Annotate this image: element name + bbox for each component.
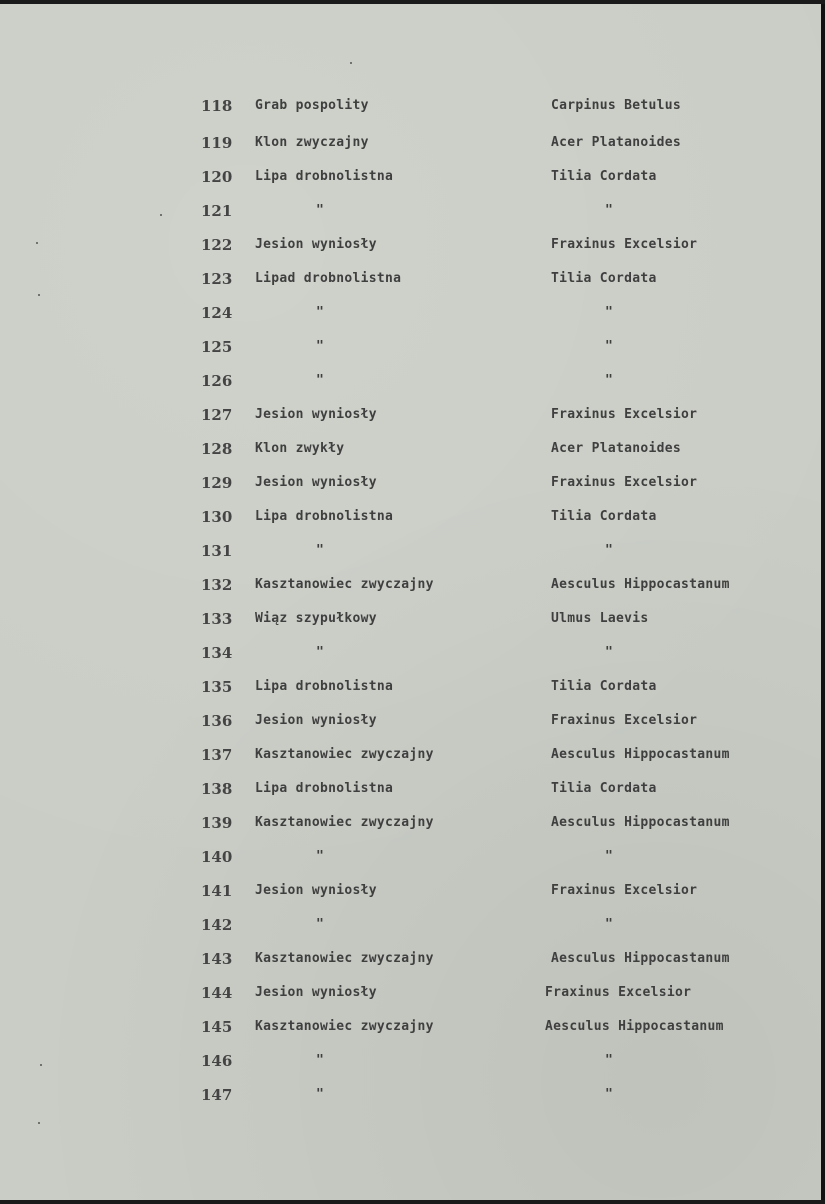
polish-name: Klon zwykły [255,441,345,456]
latin-name: Tilia Cordata [551,509,657,524]
polish-name: Lipad drobnolistna [255,271,402,286]
polish-name: " [316,645,325,660]
entry-number: 132 [201,576,233,594]
list-item [0,610,823,644]
polish-name: Kasztanowiec zwyczajny [255,815,434,830]
tree-list [0,97,823,1120]
entry-number: 123 [201,270,233,288]
latin-name: " [605,849,614,864]
entry-number: 120 [201,168,233,186]
entry-number: 121 [201,202,233,220]
list-item [0,406,823,440]
polish-name: Lipa drobnolistna [255,679,394,694]
scan-speck [350,62,352,64]
entry-number: 140 [201,848,233,866]
entry-number: 139 [201,814,233,832]
entry-number: 129 [201,474,233,492]
polish-name: Grab pospolity [255,98,369,113]
latin-name: " [605,305,614,320]
polish-name: Jesion wyniosły [255,237,377,252]
latin-name: Fraxinus Excelsior [545,985,692,1000]
entry-number: 137 [201,746,233,764]
latin-name: Tilia Cordata [551,679,657,694]
polish-name: " [316,1053,325,1068]
polish-name: Lipa drobnolistna [255,781,394,796]
latin-name: Fraxinus Excelsior [551,713,698,728]
polish-name: Klon zwyczajny [255,135,369,150]
latin-name: Acer Platanoides [551,441,682,456]
latin-name: Aesculus Hippocastanum [551,951,730,966]
polish-name: Lipa drobnolistna [255,509,394,524]
list-item [0,236,823,270]
list-item [0,780,823,814]
list-item [0,1086,823,1120]
latin-name: Fraxinus Excelsior [551,237,698,252]
polish-name: " [316,917,325,932]
polish-name: " [316,373,325,388]
latin-name: Acer Platanoides [551,135,682,150]
latin-name: " [605,543,614,558]
polish-name: " [316,203,325,218]
entry-number: 122 [201,236,233,254]
latin-name: Tilia Cordata [551,271,657,286]
list-item [0,474,823,508]
polish-name: " [316,543,325,558]
entry-number: 142 [201,916,233,934]
latin-name: Aesculus Hippocastanum [545,1019,724,1034]
latin-name: " [605,339,614,354]
latin-name: Carpinus Betulus [551,98,682,113]
polish-name: Kasztanowiec zwyczajny [255,577,434,592]
entry-number: 133 [201,610,233,628]
list-item [0,134,823,168]
latin-name: Tilia Cordata [551,781,657,796]
latin-name: Aesculus Hippocastanum [551,747,730,762]
list-item [0,270,823,304]
list-item [0,372,823,406]
list-item [0,1018,823,1052]
latin-name: Aesculus Hippocastanum [551,577,730,592]
polish-name: Jesion wyniosły [255,985,377,1000]
latin-name: " [605,1053,614,1068]
latin-name: Aesculus Hippocastanum [551,815,730,830]
list-item [0,746,823,780]
latin-name: " [605,917,614,932]
entry-number: 143 [201,950,233,968]
polish-name: Jesion wyniosły [255,407,377,422]
polish-name: Kasztanowiec zwyczajny [255,747,434,762]
entry-number: 145 [201,1018,233,1036]
latin-name: " [605,1087,614,1102]
list-item [0,542,823,576]
entry-number: 119 [201,134,233,152]
latin-name: Fraxinus Excelsior [551,475,698,490]
polish-name: Kasztanowiec zwyczajny [255,1019,434,1034]
list-item [0,1052,823,1086]
list-item [0,97,823,134]
entry-number: 128 [201,440,233,458]
latin-name: Fraxinus Excelsior [551,407,698,422]
entry-number: 131 [201,542,233,560]
list-item [0,712,823,746]
list-item [0,338,823,372]
list-item [0,984,823,1018]
entry-number: 136 [201,712,233,730]
list-item [0,644,823,678]
entry-number: 127 [201,406,233,424]
entry-number: 141 [201,882,233,900]
list-item [0,916,823,950]
list-item [0,202,823,236]
entry-number: 124 [201,304,233,322]
polish-name: Lipa drobnolistna [255,169,394,184]
polish-name: Jesion wyniosły [255,713,377,728]
latin-name: " [605,645,614,660]
entry-number: 147 [201,1086,233,1104]
latin-name: Ulmus Laevis [551,611,649,626]
list-item [0,848,823,882]
polish-name: Jesion wyniosły [255,475,377,490]
list-item [0,440,823,474]
polish-name: " [316,339,325,354]
latin-name: Fraxinus Excelsior [551,883,698,898]
list-item [0,168,823,202]
latin-name: " [605,373,614,388]
entry-number: 126 [201,372,233,390]
polish-name: Kasztanowiec zwyczajny [255,951,434,966]
entry-number: 146 [201,1052,233,1070]
latin-name: " [605,203,614,218]
polish-name: Jesion wyniosły [255,883,377,898]
polish-name: Wiąz szypułkowy [255,611,377,626]
list-item [0,882,823,916]
list-item [0,508,823,542]
polish-name: " [316,305,325,320]
polish-name: " [316,849,325,864]
list-item [0,950,823,984]
entry-number: 144 [201,984,233,1002]
document-page [0,4,823,1200]
entry-number: 135 [201,678,233,696]
list-item [0,576,823,610]
polish-name: " [316,1087,325,1102]
entry-number: 138 [201,780,233,798]
entry-number: 118 [201,97,233,115]
list-item [0,678,823,712]
entry-number: 130 [201,508,233,526]
list-item [0,814,823,848]
list-item [0,304,823,338]
scan-speck [38,1122,40,1124]
latin-name: Tilia Cordata [551,169,657,184]
entry-number: 134 [201,644,233,662]
entry-number: 125 [201,338,233,356]
